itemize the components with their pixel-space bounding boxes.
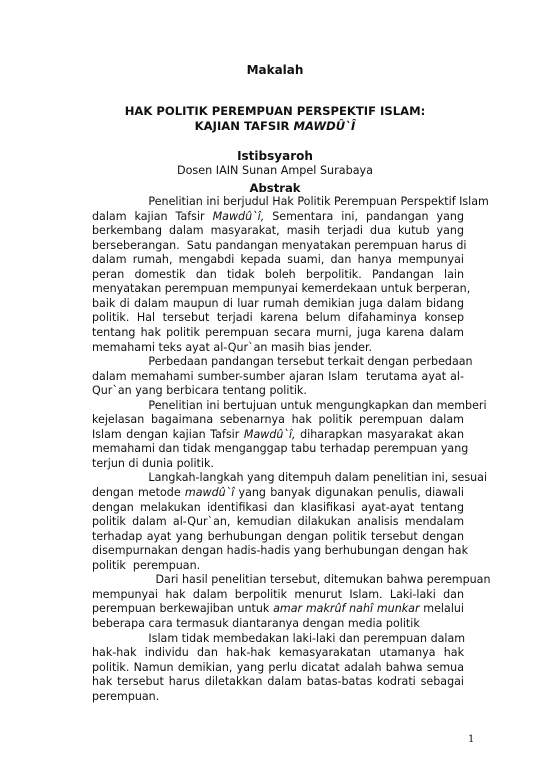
line-text: politik dalam al-Qur`an, kemudian dilakukan analisis mendalam <box>92 515 464 529</box>
abstract-line <box>92 224 464 238</box>
abstract-line <box>92 355 473 369</box>
line-text: terhadap ayat yang berhubungan dengan politik tersebut dengan <box>92 529 464 543</box>
line-text: kejelasan bagaimana sebenarnya hak politik perempuan dalam <box>92 413 464 427</box>
line-text-tail: diharapkan masyarakat akan <box>295 427 465 441</box>
page-number: 1 <box>468 734 475 745</box>
line-text: berseberangan. Satu pandangan menyatakan perempuan harus di <box>92 238 467 252</box>
line-text: dengan melakukan identifikasi dan klasifikasi ayat-ayat tentang <box>92 500 464 514</box>
line-text: Penelitian ini berjudul Hak Politik Perempuan Perspektif Islam <box>92 195 489 208</box>
abstract-line <box>92 428 464 442</box>
line-italic-term: mawdû`î <box>184 486 235 499</box>
line-text: peran domestik dan tidak boleh berpolitik. Pandangan lain <box>92 267 464 281</box>
line-text-tail: Sementara ini, pandangan yang <box>264 209 464 223</box>
line-text: dalam rumah, mengabdi kepada suami, dan hanya mempunyai <box>92 253 464 267</box>
line-italic-term: Mawdû`î, <box>243 427 296 441</box>
abstract-line <box>92 617 464 631</box>
abstract-line <box>92 588 464 602</box>
line-text: Langkah-langkah yang ditempuh dalam penelitian ini, sesuai <box>92 471 488 485</box>
line-text: politik perempuan. <box>92 558 201 572</box>
line-text: politik. Namun demikian, yang perlu dicatat adalah bahwa semua <box>92 660 464 674</box>
line-text: hak-hak individu dan hak-hak kemasyarakatan utamanya hak <box>92 646 464 660</box>
abstract-line <box>92 442 469 456</box>
abstract-line <box>92 282 471 296</box>
line-text: menyatakan perempuan mempunyai kemerdekaan untuk berperan, <box>92 282 471 296</box>
line-text: Qur`an yang berbicara tentang politik. <box>92 384 307 398</box>
line-text: Islam tidak membedakan laki-laki dan perempuan dalam <box>92 631 466 645</box>
abstract-line <box>92 602 464 616</box>
abstract-line <box>92 253 464 267</box>
line-text: memahami teks ayat al-Qur`an masih bias jender. <box>92 340 373 354</box>
line-text: dengan metode <box>92 486 185 499</box>
line-text: Penelitian ini bertujuan untuk mengungkapkan dan memberi <box>92 398 487 412</box>
abstract-line <box>92 195 489 209</box>
line-text: berkembang dalam masyarakat, masih terjadi dua kutub yang <box>92 224 464 238</box>
abstract-line <box>92 341 464 355</box>
abstract-line <box>92 210 464 224</box>
line-italic-term: Mawdû`î, <box>212 209 265 223</box>
line-text: Islam dengan kajian Tafsir <box>92 427 244 441</box>
line-text: dalam memahami sumber-sumber ajaran Islam terutama ayat al- <box>92 369 464 383</box>
abstract-line <box>92 384 464 398</box>
abstract-line <box>92 413 464 427</box>
abstract-line <box>92 501 464 515</box>
line-text: perempuan. <box>92 689 160 703</box>
abstract-line <box>92 326 464 340</box>
line-italic-term: amar makrûf nahî munkar <box>273 602 420 616</box>
abstract-line <box>92 398 487 413</box>
abstract-line <box>92 471 488 485</box>
line-text: perempuan berkewajiban untuk <box>92 602 274 616</box>
abstract-line <box>92 646 464 660</box>
title-text: KAJIAN TAFSIR <box>194 119 294 133</box>
abstract-line <box>92 515 464 529</box>
abstract-line <box>92 486 464 500</box>
abstract-heading: Abstrak <box>249 181 301 195</box>
abstract-line <box>92 370 464 384</box>
abstract-line <box>92 268 464 282</box>
abstract-line <box>92 632 464 646</box>
abstract-line <box>92 297 464 311</box>
abstract-line <box>92 690 464 704</box>
abstract-line <box>92 544 468 558</box>
line-text: mempunyai hak dalam berpolitik menurut Islam. Laki-laki dan <box>92 587 464 601</box>
title-term: MAWDÛ`Î <box>293 119 356 133</box>
abstract-line <box>92 675 464 689</box>
line-text: memahami dan tidak menganggap tabu terhadap perempuan yang <box>92 442 469 456</box>
abstract-line <box>92 661 464 675</box>
author-name: Istibsyaroh <box>237 149 313 163</box>
author-affiliation: Dosen IAIN Sunan Ampel Surabaya <box>176 164 374 177</box>
abstract-line <box>92 238 467 253</box>
paper-label: Makalah <box>246 63 304 77</box>
line-text-tail: yang banyak digunakan penulis, diawali <box>234 486 465 499</box>
abstract-line <box>92 311 464 325</box>
line-text: beberapa cara termasuk diantaranya dengan media politik <box>92 616 420 630</box>
line-text: baik di dalam maupun di luar rumah demikian juga dalam bidang <box>92 296 464 310</box>
abstract-line <box>92 573 491 587</box>
title-line-1: HAK POLITIK PEREMPUAN PERSPEKTIF ISLAM: <box>124 104 426 118</box>
title-line-2 <box>0 119 550 133</box>
line-text: Perbedaan pandangan tersebut terkait dengan perbedaan <box>92 355 473 369</box>
line-text: Dari hasil penelitian tersebut, ditemukan bahwa perempuan <box>92 573 491 587</box>
abstract-line <box>92 457 464 471</box>
line-text: hak tersebut harus diletakkan dalam batas-batas kodrati sebagai <box>92 675 464 689</box>
line-text: dalam kajian Tafsir <box>92 209 213 223</box>
line-text: disempurnakan dengan hadis-hadis yang berhubungan dengan hak <box>92 544 468 558</box>
line-text: terjun di dunia politik. <box>92 456 214 470</box>
line-text: politik. Hal tersebut terjadi karena belum difahaminya konsep <box>92 311 464 325</box>
line-text-tail: melalui <box>419 602 465 616</box>
line-text: tentang hak politik perempuan secara murni, juga karena dalam <box>92 325 464 339</box>
abstract-line <box>92 559 464 573</box>
abstract-line <box>92 530 464 544</box>
